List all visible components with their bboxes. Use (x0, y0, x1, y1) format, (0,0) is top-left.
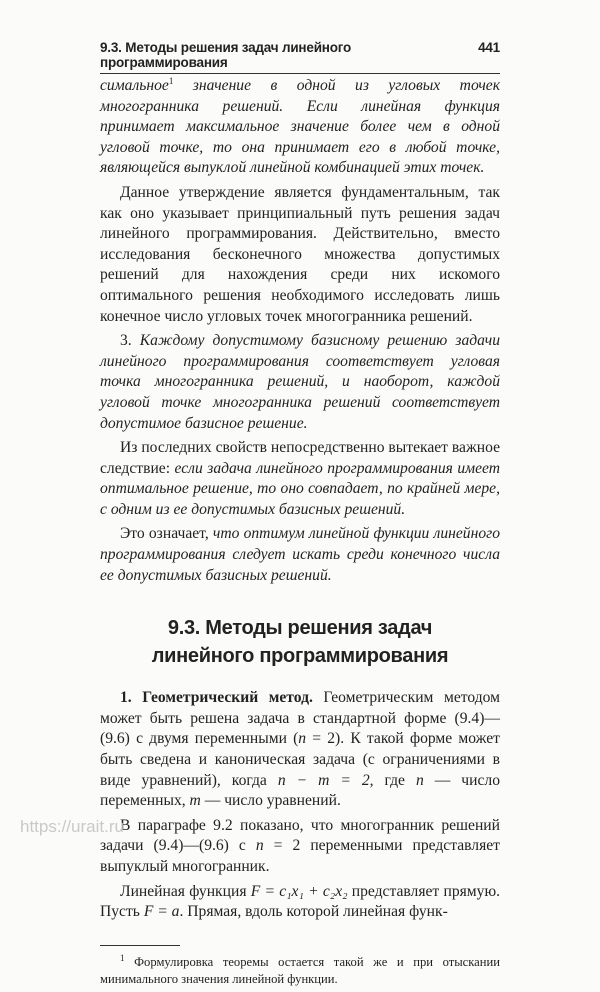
formula-linear-function: F = c₁x₁ + c₂x₂ (250, 882, 348, 900)
section-heading (100, 614, 500, 670)
footnote-divider (100, 945, 180, 946)
section-paragraph-1 (100, 688, 500, 812)
p1-rest: значение в одной из угловых точек многогранника решений. Если линейная функция принимает максимальное значение более чем в одной угловой точке, то она принимает его в любой точке, являющейся выпуклой линейной комбинацией этих точек. (100, 77, 500, 177)
s1-text-b: = 2). К такой форме может быть сведена и каноническая задача (с ограничениями в виде уравнений), когда (100, 730, 500, 789)
s1-text-e: — число уравнений. (200, 792, 341, 810)
s1-text-a: Геометрическим методом может быть решена задача в стандартной форме (9.4)—(9.6) с двумя переменными ( (100, 689, 500, 748)
p5-start: Это означает, (120, 525, 213, 543)
p4-emphasis: если задача линейного программирования имеет оптимальное решение, то оно совпадает, по крайней мере, с одним из ее допустимых базисных решений. (100, 459, 500, 518)
paragraph-1 (100, 76, 500, 179)
p3-text: Каждому допустимому базисному решению задачи линейного программирования соответствует угловая точка многогранника решений, и наоборот, каждой угловой точке многогранника решений соответствует допустимое базисное решение. (100, 332, 500, 432)
footnote-ref: 1 (168, 75, 174, 86)
p4-start: Из последних свойств непосредственно вытекает важное следствие: (100, 439, 500, 477)
s2-text-a: В параграфе 9.2 показано, что многогранник решений задачи (9.4)—(9.6) с (100, 816, 500, 855)
s2-text-b: = 2 переменными представляет выпуклый многогранник. (100, 837, 500, 875)
section-title-line-2: линейного программирования (151, 645, 449, 668)
method-heading: 1. Геометрический метод. (120, 689, 313, 707)
formula-n-minus-m: n − m = 2, (277, 771, 374, 789)
s1-text-d: — число переменных, (100, 771, 500, 810)
var-n: n (255, 837, 264, 855)
var-n: n (298, 730, 307, 748)
paragraph-2: Данное утверждение является фундаментальным, так как оно указывает принципиальный путь решения задач линейного программирования. Действительно, вместо исследования бесконечного множества допустимых решений для нахождения среди них искомого оптимального решения необходимого исследовать лишь конечное число угловых точек многогранника решений. (100, 183, 500, 325)
var-m: m (189, 792, 201, 810)
paragraph-3 (100, 331, 500, 434)
section-title-line-1: 9.3. Методы решения задач (167, 617, 433, 640)
section-paragraph-2 (100, 816, 500, 878)
page-body (100, 76, 500, 992)
s3-text-c: . Прямая, вдоль которой линейная функ- (179, 903, 448, 921)
p3-number: 3. (120, 332, 140, 350)
section-paragraph-3 (100, 882, 500, 923)
var-n: n (415, 771, 424, 789)
footnote-text: Формулировка теоремы остается такой же и при отыскании минимального значения линейной функции. (100, 954, 500, 986)
p1-text: симальное (100, 77, 169, 94)
running-title: 9.3. Методы решения задач линейного программирования (100, 40, 352, 70)
s3-text-b: представляет прямую. Пусть (100, 882, 500, 921)
formula-f-equals-a: F = a (143, 903, 180, 921)
page-number: 441 (478, 40, 500, 55)
footnote-mark: 1 (120, 952, 125, 963)
p5-emphasis: что оптимум линейной функции линейного программирования следует искать среди конечного числа ее допустимых базисных решений. (100, 525, 500, 584)
paragraph-4 (100, 438, 500, 520)
paragraph-5 (100, 524, 500, 586)
running-header (100, 40, 500, 74)
watermark-url: https://urait.ru (20, 817, 124, 836)
s3-text-a: Линейная функция (120, 882, 251, 900)
footnote (100, 954, 500, 988)
s1-text-c: где (373, 771, 416, 789)
